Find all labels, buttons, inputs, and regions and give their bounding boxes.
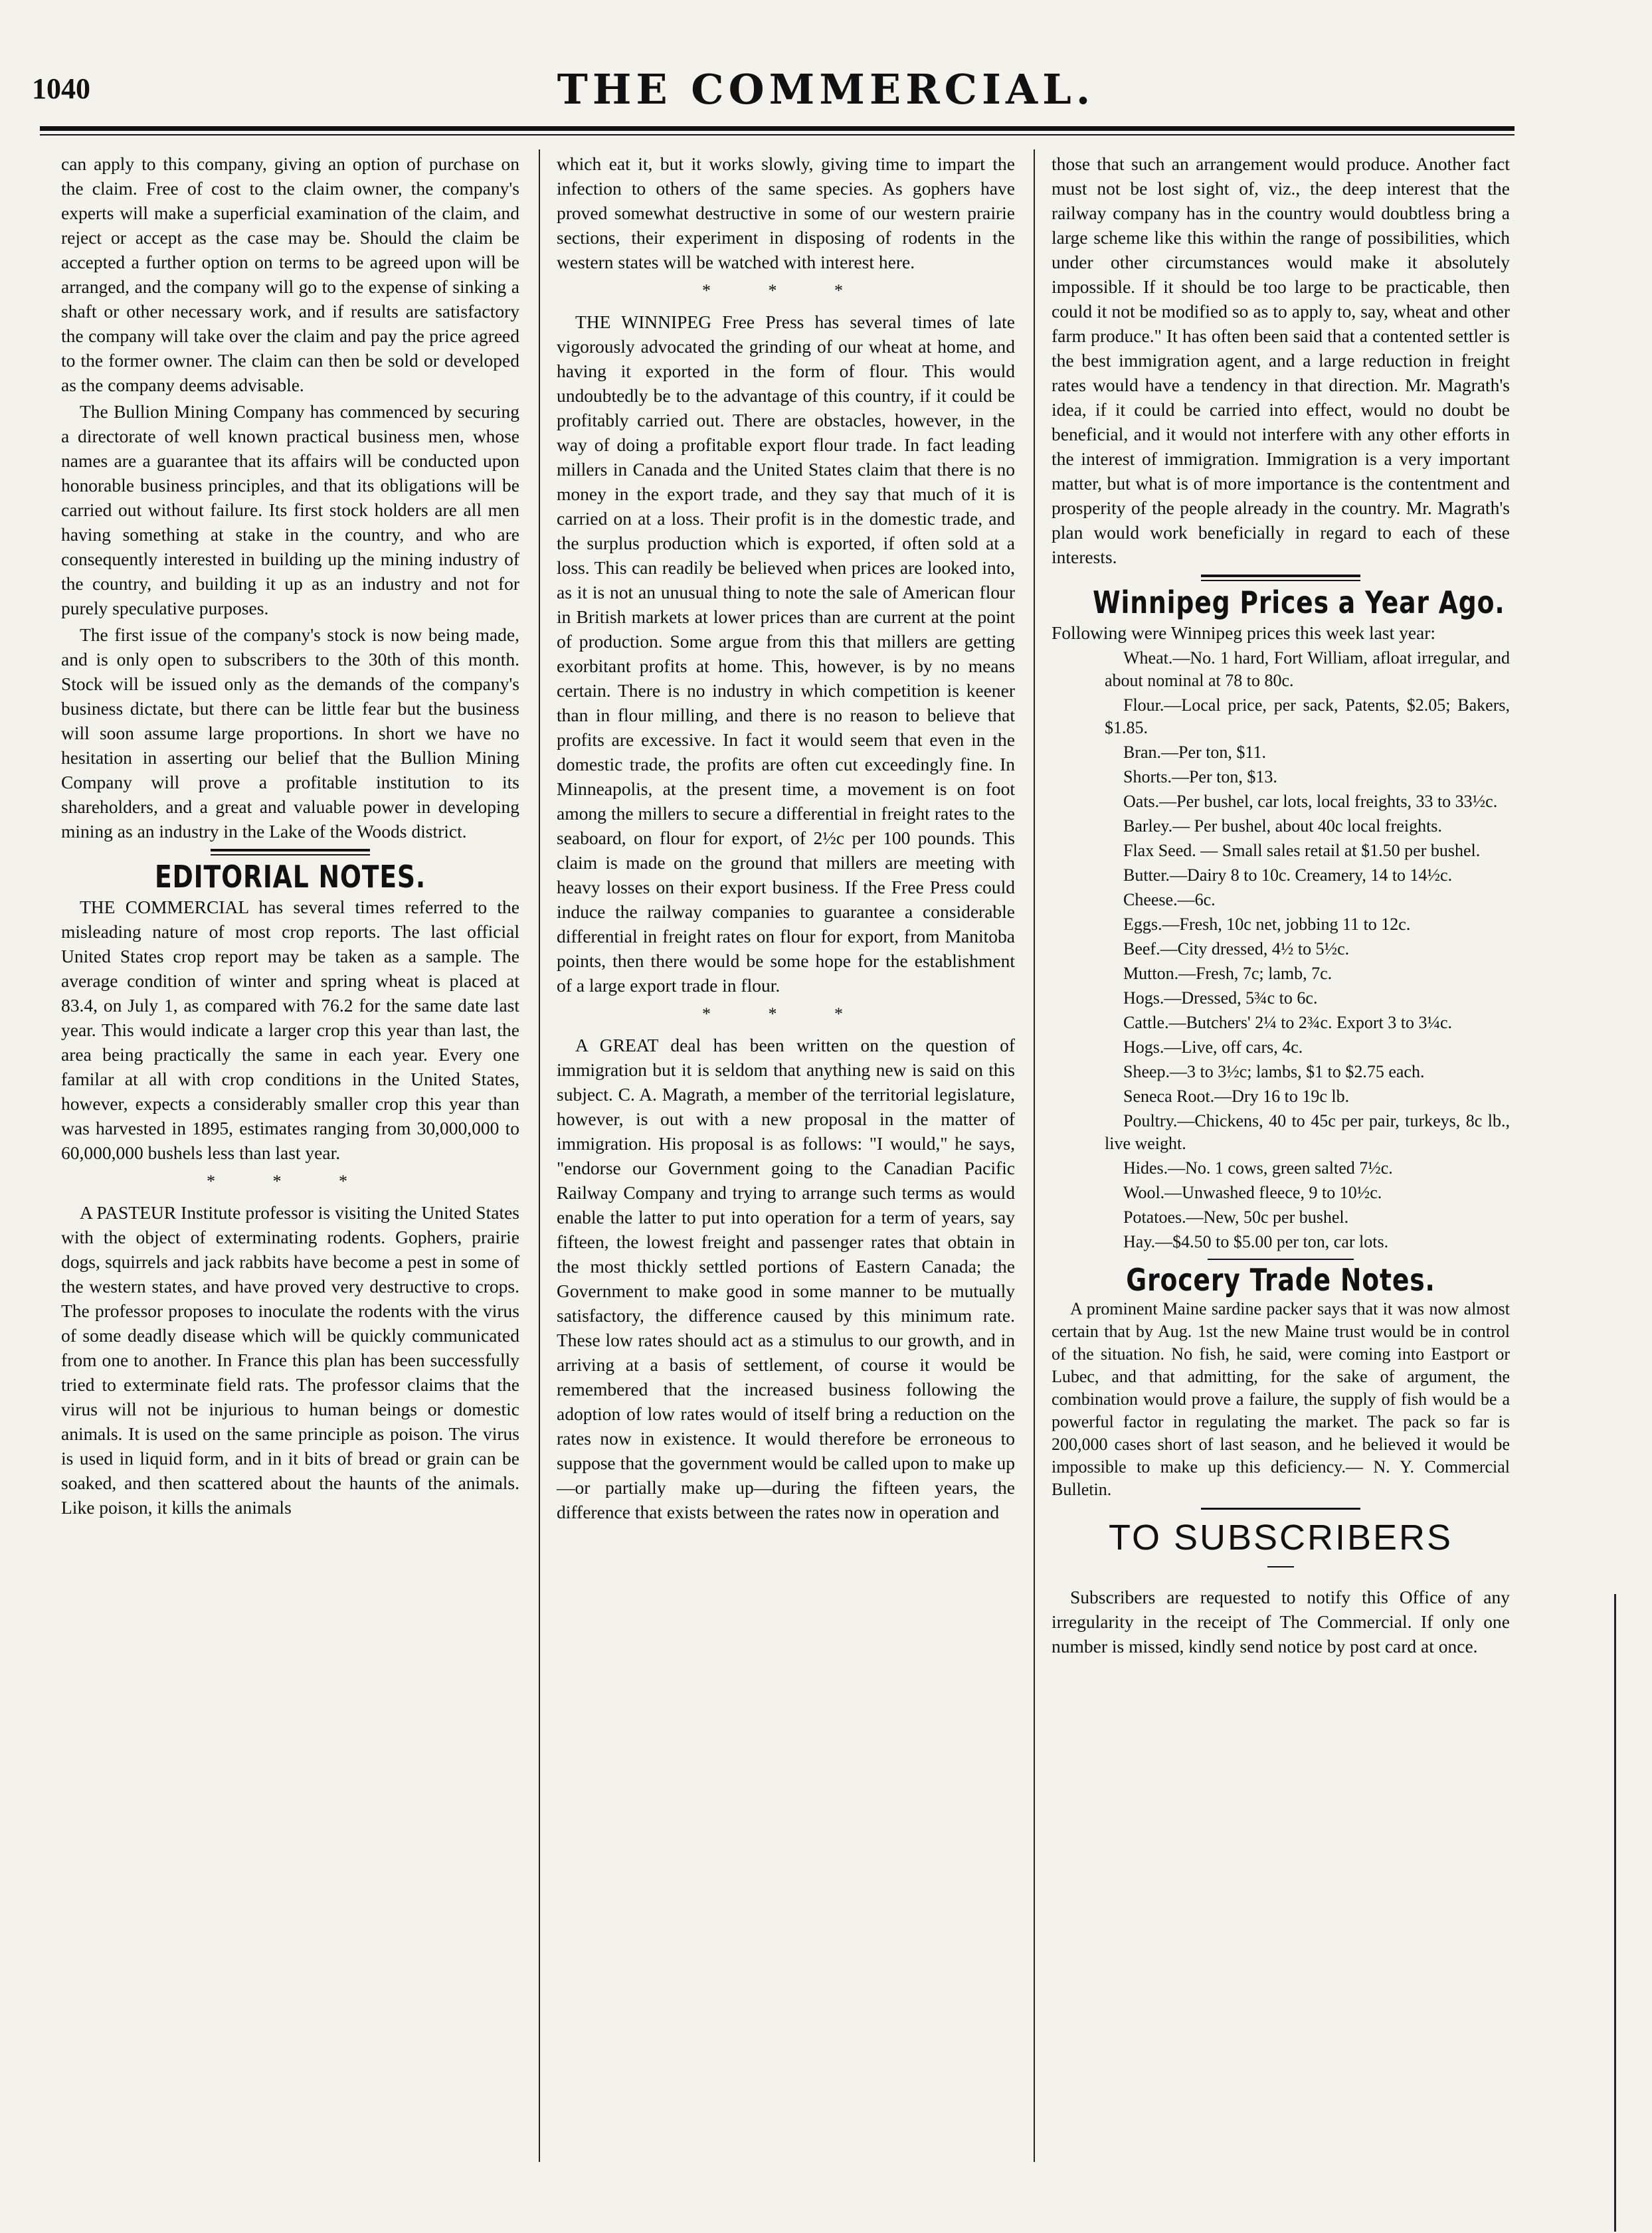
- column-3: [1052, 151, 1510, 1660]
- price-item-oats: Oats.—Per bushel, car lots, local freights, 33 to 33½c.: [1123, 792, 1498, 811]
- price-item-hogs-dressed: Hogs.—Dressed, 5¾c to 6c.: [1123, 988, 1318, 1008]
- prices-intro: Following were Winnipeg prices this week last year:: [1052, 622, 1436, 643]
- column-rule-2: [1034, 149, 1035, 2162]
- price-item-wool: Wool.—Unwashed fleece, 9 to 10½c.: [1123, 1183, 1382, 1202]
- price-item-flour: Flour.—Local price, per sack, Patents, $2.05; Bakers, $1.85.: [1105, 695, 1510, 737]
- col1-paragraph-1: can apply to this company, giving an option of purchase on the claim. Free of cost to the claim owner, the company's experts will make a superficial examination of the claim, and reject or accept as the case may be. Should the claim be accepted a further option on terms to be agreed upon will be arranged, and the company will go to the expense of sinking a shaft or other necessary work, and if results are satisfactory the company will take over the claim and pay the price agreed to the former owner. The claim can then be sold or developed as the company deems advisable.: [61, 153, 519, 395]
- price-item-eggs: Eggs.—Fresh, 10c net, jobbing 11 to 12c.: [1123, 915, 1411, 934]
- top-rule: [40, 126, 1514, 131]
- col3-paragraph-1: those that such an arrangement would produce. Another fact must not be lost sight of, viz., the deep interest that the railway company has in the country would doubtless bring a large scheme like this within the range of possibilities, which under other circumstances would make it absolutely impossible. If it should be too large to be practicable, then could it not be modified so as to apply to, say, wheat and other farm produce." It has often been said that a contented settler is the best immigration agent, and a large reduction in freight rates would have a tendency in that direction. Mr. Magrath's idea, if it could be carried into effect, would no doubt be beneficial, and it would not interfere with any other efforts in the interest of immigration. Immigration is a very important matter, but what is of more importance is the contentment and prosperity of the people already in the country. Mr. Magrath's plan would work beneficially in regard to each of these interests.: [1052, 153, 1510, 567]
- editorial-paragraph-pasteur: A PASTEUR Institute professor is visiting the United States with the object of exterminating rodents. Gophers, prairie dogs, squirrels and jack rabbits have become a pest in some of the western states, and have proved very destructive to crops. The professor proposes to inoculate the rodents with the virus of some deadly disease which will be quickly communicated from one to another. In France this plan has been successfully tried to exterminate field rats. The professor claims that the virus will not be injurious to human beings or domestic animals. It is used on the same principle as poison. The virus is used in liquid form, and in it bits of bread or grain can be soaked, and then scattered about the haunts of the animals. Like poison, it kills the animals: [61, 1202, 519, 1518]
- price-item-cattle: Cattle.—Butchers' 2¼ to 2¾c. Export 3 to 3¼c.: [1123, 1013, 1452, 1032]
- price-item-flax-seed: Flax Seed. — Small sales retail at $1.50 per bushel.: [1123, 841, 1481, 860]
- price-item-hogs-live: Hogs.—Live, off cars, 4c.: [1123, 1037, 1303, 1057]
- price-item-seneca-root: Seneca Root.—Dry 16 to 19c lb.: [1123, 1087, 1350, 1106]
- price-item-potatoes: Potatoes.—New, 50c per bushel.: [1123, 1207, 1349, 1227]
- section-divider: [1201, 575, 1360, 581]
- col1-paragraph-2: The Bullion Mining Company has commenced by securing a directorate of well known practical business men, whose names are a guarantee that its affairs will be conducted upon honorable business principles, and that its obligations will be carried out without failure. Its first stock holders are all men having something at stake in the country, and who are consequently interested in building up the mining industry of the country, and building it up as an industry and not for purely speculative purposes.: [61, 401, 519, 618]
- price-item-poultry: Poultry.—Chickens, 40 to 45c per pair, turkeys, 8c lb., live weight.: [1105, 1111, 1510, 1153]
- price-item-butter: Butter.—Dairy 8 to 10c. Creamery, 14 to 14½c.: [1123, 865, 1453, 885]
- page-number: 1040: [32, 72, 90, 105]
- subscribers-paragraph: Subscribers are requested to notify this Office of any irregularity in the receipt of The Commercial. If only one number is missed, kindly send notice by post card at once.: [1052, 1587, 1510, 1656]
- masthead: THE COMMERCIAL.: [557, 65, 1095, 114]
- price-item-hides: Hides.—No. 1 cows, green salted 7½c.: [1123, 1158, 1393, 1178]
- price-item-beef: Beef.—City dressed, 4½ to 5½c.: [1123, 939, 1350, 958]
- price-item-cheese: Cheese.—6c.: [1123, 890, 1216, 909]
- grocery-trade-notes-title: Grocery Trade Notes.: [1126, 1262, 1435, 1298]
- price-item-wheat: Wheat.—No. 1 hard, Fort William, afloat irregular, and about nominal at 78 to 80c.: [1105, 648, 1510, 690]
- editorial-paragraph-free-press: THE WINNIPEG Free Press has several times of late vigorously advocated the grinding of our wheat at home, and having it exported in the form of flour. This would undoubtedly be to the advantage of this country, if it could be profitably carried out. There are obstacles, however, in the way of doing a profitable export flour trade. In fact leading millers in Canada and the United States claim that there is no money in the export trade, and they say that much of it is carried on at a loss. Their profit is in the domestic trade, and the surplus production which is exported, if often sold at a loss. This can readily be believed when prices are looked into, as it is not an unusual thing to note the sale of American flour in British markets at lower prices than are current at the point of production. Some argue from this that millers are getting exorbitant profits at home. This, however, is by no means certain. There is no industry in which competition is keener than in flour milling, and there is no reason to believe that profits are excessive. In fact it would seem that even in the domestic trade, the profits are often cut exceedingly fine. In Minneapolis, at the present time, a movement is on foot among the millers to secure a differential in freight rates to the seaboard, on flour for export, of 2½c per 100 pounds. This claim is made on the ground that millers are meeting with heavy losses on their export business. If the Free Press could induce the railway companies to guarantee a considerable differential in freight rates on flour for export, from Manitoba points, then there would be some hope for the establishment of a large export trade in flour.: [557, 312, 1015, 996]
- col1-paragraph-3: The first issue of the company's stock is now being made, and is only open to subscribers to the 30th of this month. Stock will be issued only as the demands of the company's business dictate, but there can be little fear but the business will soon assume large proportions. In short we have no hesitation in asserting our belief that the Bullion Mining Company will prove a profitable institution to its shareholders, and a great and valuable power in developing mining as an industry in the Lake of the Woods district.: [61, 624, 519, 842]
- to-subscribers-title: TO SUBSCRIBERS: [1108, 1518, 1453, 1558]
- editorial-notes-title: EDITORIAL NOTES.: [154, 859, 426, 895]
- stars-separator: * * *: [207, 1172, 374, 1191]
- winnipeg-prices-title: Winnipeg Prices a Year Ago.: [1093, 584, 1505, 620]
- col2-paragraph-1: which eat it, but it works slowly, giving time to impart the infection to others of the same species. As gophers have proved somewhat destructive in some of our western prairie sections, their experiment in disposing of rodents in the western states will be watched with interest here.: [557, 153, 1015, 272]
- grocery-trade-paragraph: A prominent Maine sardine packer says that it was now almost certain that by Aug. 1st the new Maine trust would be in control of the situation. No fish, he said, were coming into Eastport or Lubec, and that admitting, for the sake of argument, the combination would prove a failure, the supply of fish would be a powerful factor in regulating the market. The pack so far is 200,000 cases short of last season, and he believed it would be impossible to make up this deficiency.— N. Y. Commercial Bulletin.: [1052, 1299, 1510, 1499]
- editorial-paragraph-immigration: A GREAT deal has been written on the question of immigration but it is seldom that anything new is said on this subject. C. A. Magrath, a member of the territorial legislature, however, is out with a new proposal in the matter of immigration. His proposal is as follows: "I would," he says, "endorse our Government going to the Canadian Pacific Railway Company and trying to arrange such terms as would enable the latter to put into operation for a term of years, say fifteen, the lowest freight and passenger rates that obtain in the most thickly settled portions of Eastern Canada; the Government to make good in some manner to be mutually satisfactory, the difference caused by this minimum rate. These low rates should act as a stimulus to our growth, and in arriving at a basis of settlement, of course it would be remembered that the increased business following the adoption of low rates would of itself bring a reduction on the rates now in existence. It would therefore be erroneous to suppose that the government would be called upon to make up—or partially make up—during the fifteen years, the difference that exists between the rates now in operation and: [557, 1035, 1015, 1522]
- price-item-mutton: Mutton.—Fresh, 7c; lamb, 7c.: [1123, 964, 1332, 983]
- column-1: [61, 151, 519, 1522]
- stars-separator: * * *: [702, 1004, 870, 1024]
- section-divider: [1201, 1508, 1360, 1510]
- price-item-sheep: Sheep.—3 to 3½c; lambs, $1 to $2.75 each.: [1123, 1062, 1425, 1081]
- editorial-paragraph-crop-reports: THE COMMERCIAL has several times referred to the misleading nature of most crop reports. The last official United States crop report may be taken as a sample. The average condition of winter and spring wheat is placed at 83.4, on July 1, as compared with 76.2 for the same date last year. This would indicate a larger crop this year than last, the area being practically the same in each year. Every one familar at all with crop conditions in the United States, however, expects a considerably smaller crop this year than was harvested in 1895, estimates ranging from 30,000,000 to 60,000,000 bushels less than last year.: [61, 897, 519, 1163]
- column-2: [557, 151, 1015, 1526]
- short-divider: [1267, 1566, 1294, 1567]
- price-list: [1052, 647, 1510, 1253]
- section-divider: [211, 849, 370, 855]
- page-edge-line: [1614, 1594, 1616, 2232]
- column-rule-1: [539, 149, 540, 2162]
- price-item-barley: Barley.— Per bushel, about 40c local freights.: [1123, 816, 1442, 836]
- price-item-hay: Hay.—$4.50 to $5.00 per ton, car lots.: [1123, 1232, 1389, 1251]
- stars-separator: * * *: [702, 281, 870, 300]
- price-item-shorts: Shorts.—Per ton, $13.: [1123, 767, 1277, 786]
- top-rule-thin: [40, 134, 1514, 135]
- price-item-bran: Bran.—Per ton, $11.: [1123, 743, 1266, 762]
